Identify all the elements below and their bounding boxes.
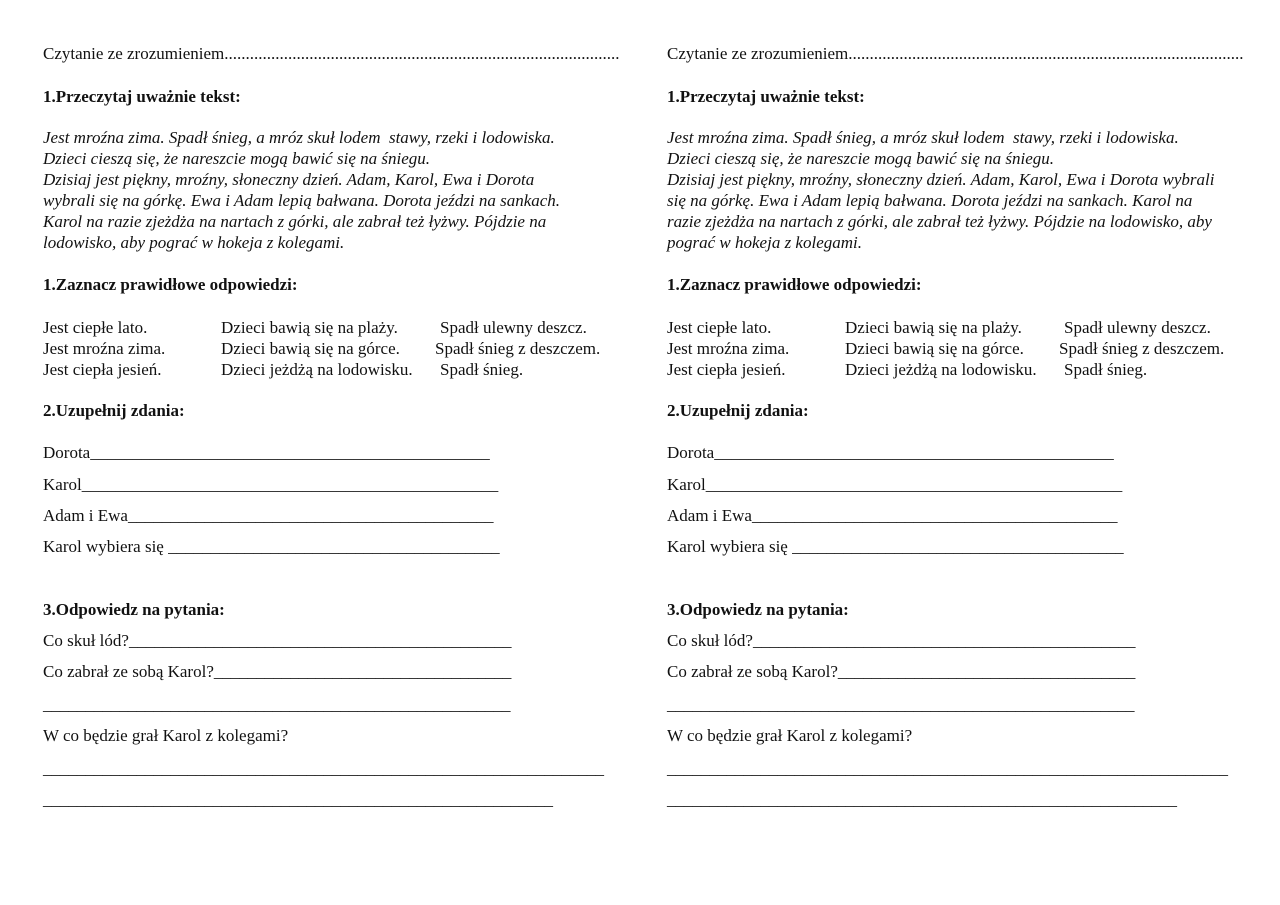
story-line: lodowisko, aby pograć w hokeja z kolegami.: [43, 233, 345, 252]
worksheet-title: Czytanie ze zrozumieniem.............................................................................................: [43, 44, 620, 63]
option[interactable]: Dzieci bawią się na górce.: [221, 339, 400, 358]
question-line: W co będzie grał Karol z kolegami?: [667, 726, 913, 745]
option[interactable]: Spadł śnieg.: [440, 360, 524, 379]
question-line[interactable]: Co zabrał ze sobą Karol?___________________________________: [43, 662, 512, 681]
story-line: Karol na razie zjeżdża na nartach z górki, ale zabrał też łyżwy. Pójdzie na: [43, 212, 547, 231]
option[interactable]: Spadł śnieg z deszczem.: [1059, 339, 1225, 358]
task2-heading: 2.Uzupełnij zdania:: [43, 401, 185, 420]
story-line: razie zjeżdża na nartach z górki, ale zabrał też łyżwy. Pójdzie na lodowisko, aby: [667, 212, 1212, 231]
answer-blank[interactable]: _______________________________________________________: [667, 695, 1135, 714]
fill-line[interactable]: Adam i Ewa___________________________________________: [667, 506, 1118, 525]
answer-blank[interactable]: __________________________________________________________________: [667, 759, 1228, 778]
answer-blank[interactable]: ____________________________________________________________: [43, 790, 553, 809]
story-line: Jest mroźna zima. Spadł śnieg, a mróz skuł lodem stawy, rzeki i lodowiska.: [43, 128, 555, 147]
option[interactable]: Spadł śnieg.: [1064, 360, 1148, 379]
question-line[interactable]: Co skuł lód?_____________________________________________: [43, 631, 512, 650]
fill-line[interactable]: Karol_________________________________________________: [667, 475, 1123, 494]
option[interactable]: Jest ciepłe lato.: [667, 318, 772, 337]
task-mark-heading: 1.Zaznacz prawidłowe odpowiedzi:: [43, 275, 298, 294]
story-line: się na górkę. Ewa i Adam lepią bałwana. Dorota jeździ na sankach. Karol na: [667, 191, 1193, 210]
fill-line[interactable]: Adam i Ewa___________________________________________: [43, 506, 494, 525]
fill-line[interactable]: Dorota_______________________________________________: [667, 443, 1114, 462]
answer-blank[interactable]: _______________________________________________________: [43, 695, 511, 714]
option[interactable]: Dzieci jeżdżą na lodowisku.: [845, 360, 1037, 379]
option[interactable]: Jest ciepłe lato.: [43, 318, 148, 337]
task1-heading: 1.Przeczytaj uważnie tekst:: [667, 87, 865, 106]
story-line: Dzisiaj jest piękny, mroźny, słoneczny dzień. Adam, Karol, Ewa i Dorota wybrali: [667, 170, 1215, 189]
story-line: wybrali się na górkę. Ewa i Adam lepią bałwana. Dorota jeździ na sankach.: [43, 191, 561, 210]
option[interactable]: Dzieci bawią się na plaży.: [221, 318, 398, 337]
task3-heading: 3.Odpowiedz na pytania:: [43, 600, 225, 619]
story-line: Jest mroźna zima. Spadł śnieg, a mróz skuł lodem stawy, rzeki i lodowiska.: [667, 128, 1179, 147]
task1-heading: 1.Przeczytaj uważnie tekst:: [43, 87, 241, 106]
option[interactable]: Dzieci jeżdżą na lodowisku.: [221, 360, 413, 379]
fill-line[interactable]: Dorota_______________________________________________: [43, 443, 490, 462]
option[interactable]: Spadł ulewny deszcz.: [440, 318, 587, 337]
answer-options: [43, 317, 643, 380]
story-line: Dzisiaj jest piękny, mroźny, słoneczny dzień. Adam, Karol, Ewa i Dorota: [43, 170, 535, 189]
option[interactable]: Jest mroźna zima.: [667, 339, 790, 358]
story-line: pograć w hokeja z kolegami.: [667, 233, 862, 252]
story-line: Dzieci cieszą się, że nareszcie mogą bawić się na śniegu.: [43, 149, 430, 168]
option[interactable]: Spadł ulewny deszcz.: [1064, 318, 1211, 337]
question-line[interactable]: Co skuł lód?_____________________________________________: [667, 631, 1136, 650]
question-line: W co będzie grał Karol z kolegami?: [43, 726, 289, 745]
task2-heading: 2.Uzupełnij zdania:: [667, 401, 809, 420]
answer-blank[interactable]: ____________________________________________________________: [667, 790, 1177, 809]
option[interactable]: Jest ciepła jesień.: [667, 360, 786, 379]
fill-line[interactable]: Karol wybiera się _______________________________________: [43, 537, 500, 556]
fill-line[interactable]: Karol wybiera się _______________________________________: [667, 537, 1124, 556]
worksheet-title: Czytanie ze zrozumieniem.............................................................................................: [667, 44, 1244, 63]
question-line[interactable]: Co zabrał ze sobą Karol?___________________________________: [667, 662, 1136, 681]
answer-blank[interactable]: __________________________________________________________________: [43, 759, 604, 778]
option[interactable]: Dzieci bawią się na plaży.: [845, 318, 1022, 337]
option[interactable]: Jest ciepła jesień.: [43, 360, 162, 379]
fill-line[interactable]: Karol_________________________________________________: [43, 475, 499, 494]
option[interactable]: Dzieci bawią się na górce.: [845, 339, 1024, 358]
task-mark-heading: 1.Zaznacz prawidłowe odpowiedzi:: [667, 275, 922, 294]
option[interactable]: Spadł śnieg z deszczem.: [435, 339, 601, 358]
task3-heading: 3.Odpowiedz na pytania:: [667, 600, 849, 619]
answer-options: [667, 317, 1267, 380]
option[interactable]: Jest mroźna zima.: [43, 339, 166, 358]
story-line: Dzieci cieszą się, że nareszcie mogą bawić się na śniegu.: [667, 149, 1054, 168]
